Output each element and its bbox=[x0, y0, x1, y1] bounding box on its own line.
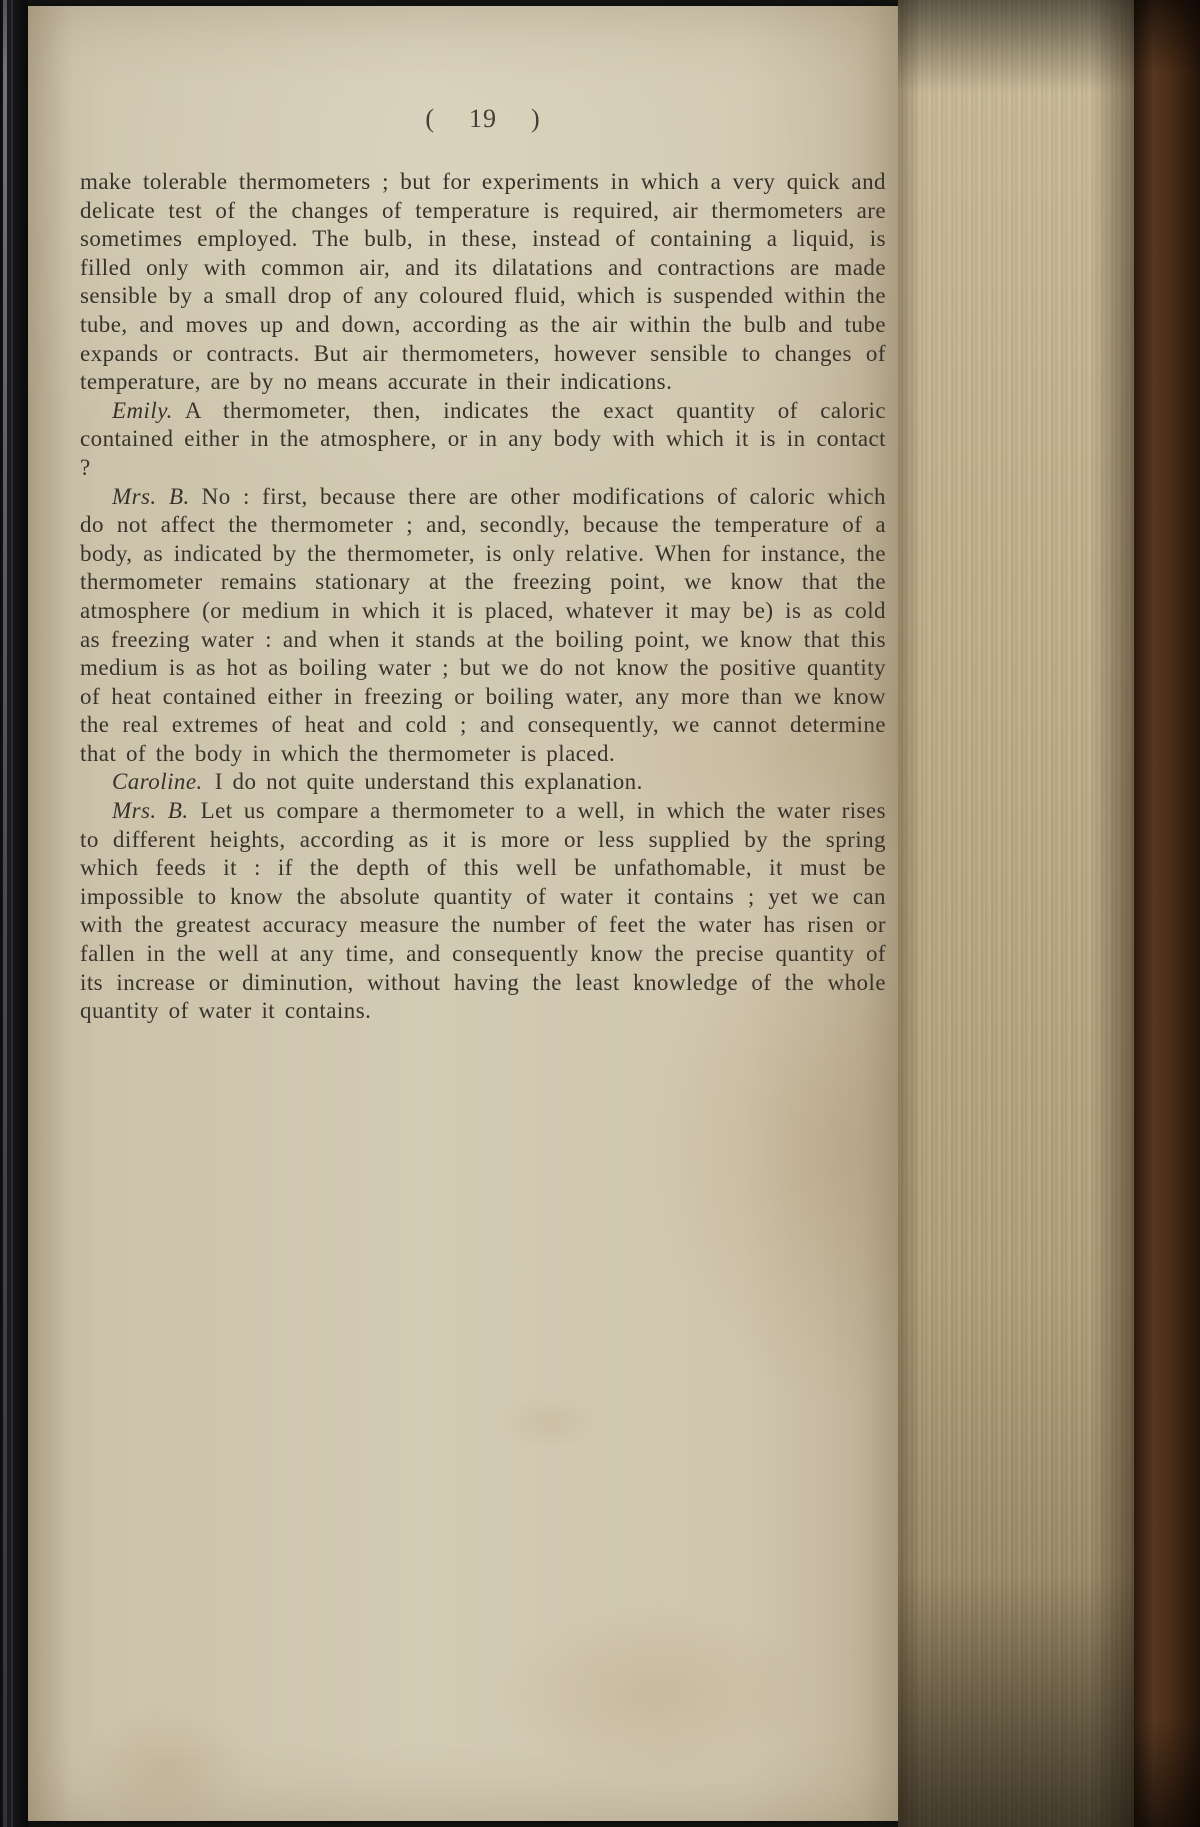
page-edges-stack bbox=[898, 0, 1134, 1827]
paragraph bbox=[80, 397, 886, 483]
book-spine-edge bbox=[0, 0, 28, 1827]
paragraph bbox=[80, 168, 886, 397]
speaker-name: Mrs. B. bbox=[112, 798, 189, 824]
leather-cover-edge bbox=[1134, 0, 1200, 1827]
paragraph bbox=[80, 797, 886, 1026]
paren-close: ) bbox=[531, 104, 541, 133]
paragraph-text: I do not quite understand this explanation. bbox=[214, 769, 643, 795]
paragraph-text: make tolerable thermometers ; but for experiments in which a very quick and delicate test of the changes of temperature is required, air thermometers are sometimes employed. The bulb, in these, instead of containing a liquid, is filled only with common air, and its dilatations and contractions are made sensible by a small drop of any coloured fluid, which is suspended within the tube, and moves up and down, according as the air within the bulb and tube expands or contracts. But air thermometers, however sensible to changes of temperature, are by no means accurate in their indications. bbox=[80, 169, 886, 395]
page-number: 19 bbox=[469, 104, 497, 133]
paragraph-text: Let us compare a thermometer to a well, in which the water rises to different heights, according as it is more or less supplied by the spring which feeds it : if the depth of this well be unfathomable, it must be impossible to know the absolute quantity of water it contains ; yet we can with the greatest accuracy measure the number of feet the water has risen or fallen in the well at any time, and consequently know the precise quantity of its increase or diminution, without having the least knowledge of the whole quantity of water it contains. bbox=[80, 798, 886, 1024]
paragraph-text: No : first, because there are other modifications of caloric which do not affect the thermometer ; and, secondly, because the temperature of a body, as indicated by the thermometer, is only relative. When for instance, the thermometer remains stationary at the freezing point, we know that the atmosphere (or medium in which it is placed, whatever it may be) is as cold as freezing water : and when it stands at the boiling point, we know that this medium is as hot as boiling water ; but we do not know the positive quantity of heat contained either in freezing or boiling water, any more than we know the real extremes of heat and cold ; and consequently, we cannot determine that of the body in which the thermometer is placed. bbox=[80, 483, 886, 766]
paragraph bbox=[80, 483, 886, 769]
paragraph bbox=[80, 768, 886, 797]
page-text bbox=[80, 168, 886, 1026]
paren-open: ( bbox=[425, 104, 435, 133]
speaker-name: Emily. bbox=[112, 397, 173, 423]
speaker-name: Mrs. B. bbox=[112, 483, 190, 509]
paragraph-text: A thermometer, then, indicates the exact quantity of caloric contained either in the atmosphere, or in any body with which it is in contact ? bbox=[80, 397, 886, 480]
page-number-header bbox=[80, 104, 886, 134]
speaker-name: Caroline. bbox=[112, 769, 203, 795]
printed-text-area bbox=[80, 104, 886, 1026]
